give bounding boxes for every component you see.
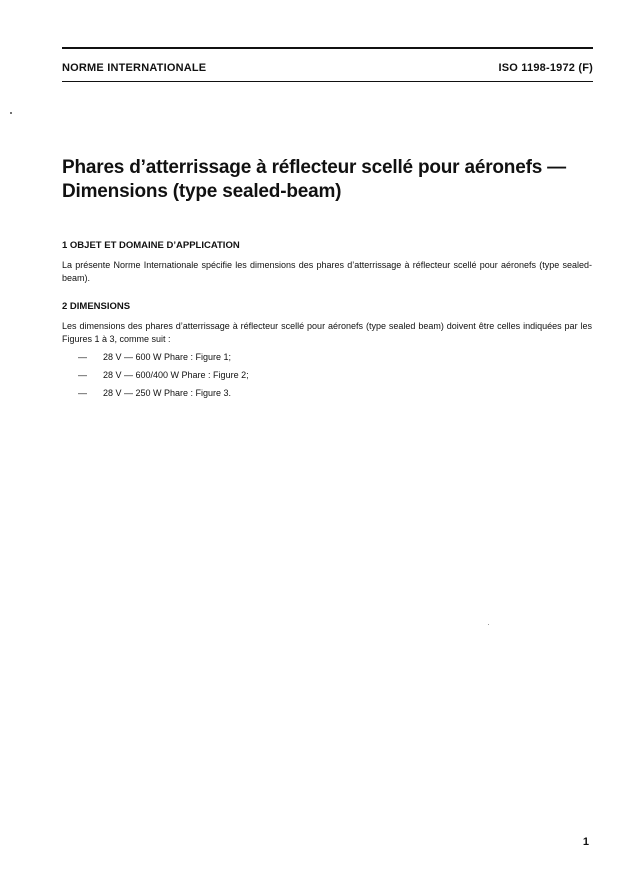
list-item-text: 28 V — 250 W Phare : Figure 3. xyxy=(103,388,232,398)
section-2-heading: 2 DIMENSIONS xyxy=(62,301,131,312)
document-type-label: NORME INTERNATIONALE xyxy=(62,62,207,74)
title-line-1: Phares d’atterrissage à réflecteur scellé pour aéronefs — xyxy=(62,157,566,178)
header-bottom-rule xyxy=(62,81,593,82)
section-1-paragraph: La présente Norme Internationale spécifie les dimensions des phares d’atterrissage à réflecteur scellé pour aéronefs (type sealed-beam). xyxy=(62,260,592,283)
section-2-paragraph: Les dimensions des phares d’atterrissage à réflecteur scellé pour aéronefs (type sealed beam) doivent être celles indiquées par les Figures 1 à 3, comme suit : xyxy=(62,321,592,344)
header-top-rule xyxy=(62,47,593,49)
page-number: 1 xyxy=(582,836,589,848)
list-item xyxy=(62,351,249,369)
list-dash: — xyxy=(78,388,87,398)
document-title xyxy=(62,156,592,204)
list-item xyxy=(62,387,249,405)
list-item-text: 28 V — 600 W Phare : Figure 1; xyxy=(103,352,232,362)
scan-speck xyxy=(10,112,12,114)
list-item xyxy=(62,369,249,387)
list-dash: — xyxy=(78,352,87,362)
standard-reference: ISO 1198-1972 (F) xyxy=(498,62,593,74)
dimensions-list xyxy=(62,351,249,405)
list-dash: — xyxy=(78,370,87,380)
section-1-heading: 1 OBJET ET DOMAINE D’APPLICATION xyxy=(62,240,240,251)
title-line-2: Dimensions (type sealed-beam) xyxy=(62,181,342,202)
scan-speck xyxy=(488,624,489,625)
list-item-text: 28 V — 600/400 W Phare : Figure 2; xyxy=(103,370,249,380)
